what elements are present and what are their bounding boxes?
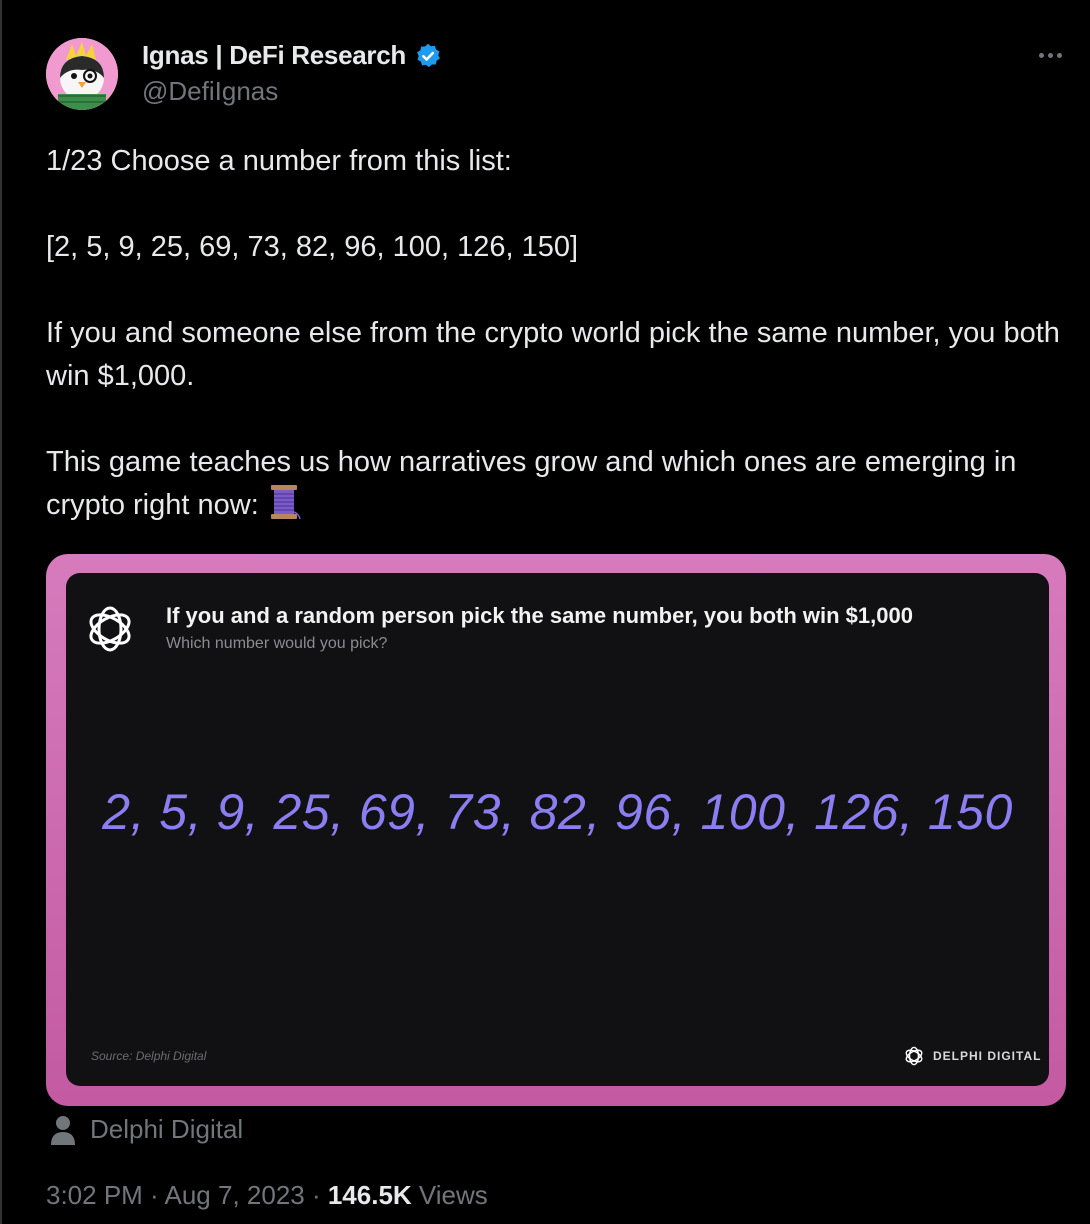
more-options-icon[interactable] bbox=[1030, 40, 1070, 70]
author-handle[interactable]: @DefiIgnas bbox=[142, 76, 279, 106]
tweet-paragraph: 1/23 Choose a number from this list: bbox=[46, 145, 512, 177]
delphi-logo-icon bbox=[82, 597, 138, 661]
dot bbox=[1057, 53, 1062, 58]
timeline-border bbox=[0, 0, 2, 1224]
meta-separator: · bbox=[304, 1180, 328, 1210]
tweet-paragraph: If you and someone else from the crypto world pick the same number, you both win $1,000. bbox=[46, 317, 1060, 392]
tweet-date[interactable]: Aug 7, 2023 bbox=[164, 1180, 305, 1210]
thread-spool-icon bbox=[267, 484, 301, 520]
media-image bbox=[66, 573, 1049, 1086]
verified-badge-icon[interactable] bbox=[414, 42, 442, 70]
tweet-paragraph: [2, 5, 9, 25, 69, 73, 82, 96, 100, 126, 150] bbox=[46, 231, 579, 263]
dot bbox=[1048, 53, 1053, 58]
tweet-paragraph-text: This game teaches us how narratives grow and which ones are emerging in crypto right now: bbox=[46, 446, 1017, 521]
meta-separator: · bbox=[142, 1180, 165, 1210]
views-count[interactable]: 146.5K bbox=[327, 1180, 412, 1210]
tweet-time[interactable]: 3:02 PM bbox=[46, 1180, 143, 1210]
delphi-logo-icon bbox=[902, 1043, 926, 1069]
tweet-text bbox=[46, 140, 1066, 570]
card-brand bbox=[902, 1043, 1041, 1069]
media-frame[interactable] bbox=[46, 554, 1066, 1106]
author-display-name[interactable]: Ignas | DeFi Research bbox=[142, 40, 406, 70]
card-number-list: 2, 5, 9, 25, 69, 73, 82, 96, 100, 126, 150 bbox=[102, 784, 1013, 840]
media-attribution[interactable] bbox=[50, 1114, 243, 1145]
card-source: Source: Delphi Digital bbox=[91, 1049, 207, 1063]
person-icon bbox=[50, 1115, 76, 1145]
card-brand-name: DELPHI DIGITAL bbox=[933, 1049, 1042, 1063]
views-label: Views bbox=[411, 1180, 488, 1210]
penguin-avatar-icon bbox=[46, 38, 118, 110]
author-name-row bbox=[142, 40, 442, 71]
tweet-meta bbox=[46, 1180, 488, 1211]
author-avatar[interactable] bbox=[46, 38, 118, 110]
tweet-paragraph-last bbox=[46, 441, 1066, 527]
dot bbox=[1039, 53, 1044, 58]
attribution-name: Delphi Digital bbox=[90, 1114, 244, 1144]
card-title: If you and a random person pick the same number, you both win $1,000 bbox=[166, 603, 913, 628]
card-subtitle: Which number would you pick? bbox=[166, 635, 388, 652]
